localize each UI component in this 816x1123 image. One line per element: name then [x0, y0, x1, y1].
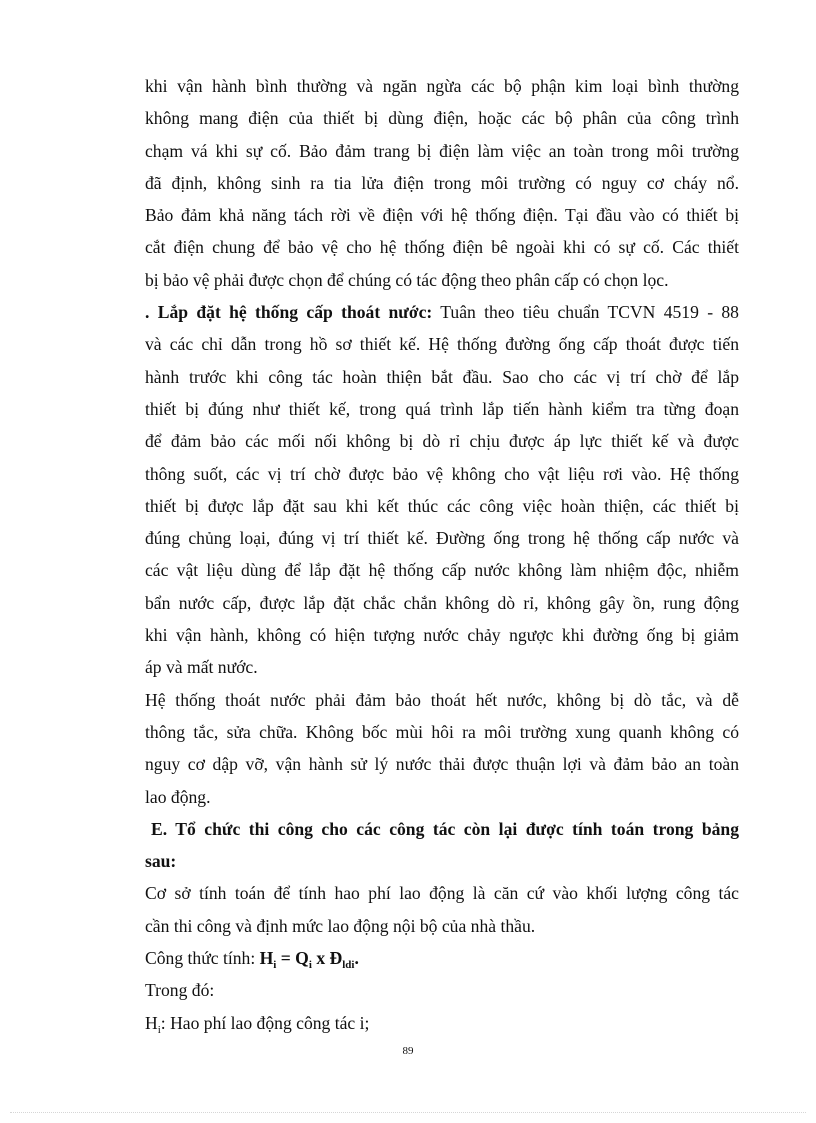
formula-eq: = Q — [276, 948, 309, 969]
formula-end: . — [354, 948, 359, 969]
definition-symbol-sub: i — [157, 1023, 161, 1036]
bottom-divider — [10, 1112, 806, 1113]
definition-symbol: H — [145, 1012, 158, 1033]
page-number: 89 — [402, 1045, 414, 1057]
formula-q-sub: i — [308, 959, 312, 972]
text-line: đã định, không sinh ra tia lửa điện trong môi trường có nguy cơ cháy nổ. — [145, 172, 739, 193]
where-label: Trong đó: — [145, 980, 215, 1001]
text-line: khi vận hành bình thường và ngăn ngừa các bộ phận kim loại bình thường — [145, 76, 739, 96]
definition-line — [145, 1007, 739, 1039]
water-supply-first-line — [145, 296, 739, 328]
text-line: nguy cơ dập vỡ, vận hành sử lý nước thải được thuận lợi và đảm bảo an toàn — [145, 754, 739, 775]
text-line: chạm vá khi sự cố. Bảo đảm trang bị điện làm việc an toàn trong môi trường — [145, 140, 739, 161]
formula-line — [145, 942, 739, 974]
water-supply-heading: . Lắp đặt hệ thống cấp thoát nước: — [145, 302, 433, 323]
text-line: Cơ sở tính toán để tính hao phí lao động là căn cứ vào khối lượng công tác — [145, 883, 739, 904]
text-line: áp và mất nước. — [145, 657, 258, 678]
text-line: hành trước khi công tác hoàn thiện bắt đầu. Sao cho các vị trí chờ để lắp — [145, 366, 739, 387]
section-e-title: E. Tổ chức thi công cho các công tác còn lại được tính toán trong bảng — [151, 818, 739, 839]
page-body — [145, 70, 739, 1039]
formula-h-sub: i — [273, 959, 277, 972]
text-line: cắt điện chung để bảo vệ cho hệ thống điện bê ngoài khi có sự cố. Các thiết — [145, 237, 739, 258]
definition-text: : Hao phí lao động công tác i; — [160, 1012, 370, 1033]
formula-d-sub: ldi — [342, 959, 355, 972]
formula-label: Công thức tính: — [145, 948, 260, 969]
section-e-title-cont: sau: — [145, 851, 177, 872]
formula-expression — [259, 948, 359, 972]
formula-times: x Đ — [311, 948, 343, 969]
text-line: các vật liệu dùng để lắp đặt hệ thống cấp nước không làm nhiệm độc, nhiễm — [145, 560, 739, 581]
water-supply-intro: Tuân theo tiêu chuẩn TCVN 4519 - 88 — [432, 302, 739, 323]
text-line: thông tắc, sửa chữa. Không bốc mùi hôi ra môi trường xung quanh không có — [145, 721, 739, 742]
text-line: khi vận hành, không có hiện tượng nước chảy ngược khi đường ống bị giảm — [145, 625, 739, 646]
formula-h: H — [259, 948, 274, 969]
text-line: Bảo đảm khả năng tách rời về điện với hệ thống điện. Tại đầu vào có thiết bị — [145, 205, 739, 226]
text-line: đúng chủng loại, đúng vị trí thiết kế. Đường ống trong hệ thống cấp nước và — [145, 528, 739, 549]
text-line: thiết bị đúng như thiết kế, trong quá trình lắp tiến hành kiểm tra từng đoạn — [145, 398, 739, 419]
text-line: bẩn nước cấp, được lắp đặt chắc chắn không dò rỉ, không gây ồn, rung động — [145, 592, 739, 613]
text-line: để đảm bảo các mối nối không bị dò rỉ chịu được áp lực thiết kế và được — [145, 431, 739, 452]
text-line: lao động. — [145, 786, 211, 807]
text-line: không mang điện của thiết bị dùng điện, hoặc các bộ phân của công trình — [145, 108, 739, 129]
text-line: bị bảo vệ phải được chọn để chúng có tác động theo phân cấp có chọn lọc. — [145, 269, 669, 290]
text-line: thiết bị được lắp đặt sau khi kết thúc các công việc hoàn thiện, các thiết bị — [145, 495, 739, 516]
text-line: và các chỉ dẫn trong hồ sơ thiết kế. Hệ thống đường ống cấp thoát được tiến — [145, 334, 739, 355]
text-line: thông suốt, các vị trí chờ được bảo vệ không cho vật liệu rơi vào. Hệ thống — [145, 463, 739, 484]
text-line: cần thi công và định mức lao động nội bộ của nhà thầu. — [145, 915, 536, 936]
text-line: Hệ thống thoát nước phải đảm bảo thoát hết nước, không bị dò tắc, và dễ — [145, 689, 739, 710]
